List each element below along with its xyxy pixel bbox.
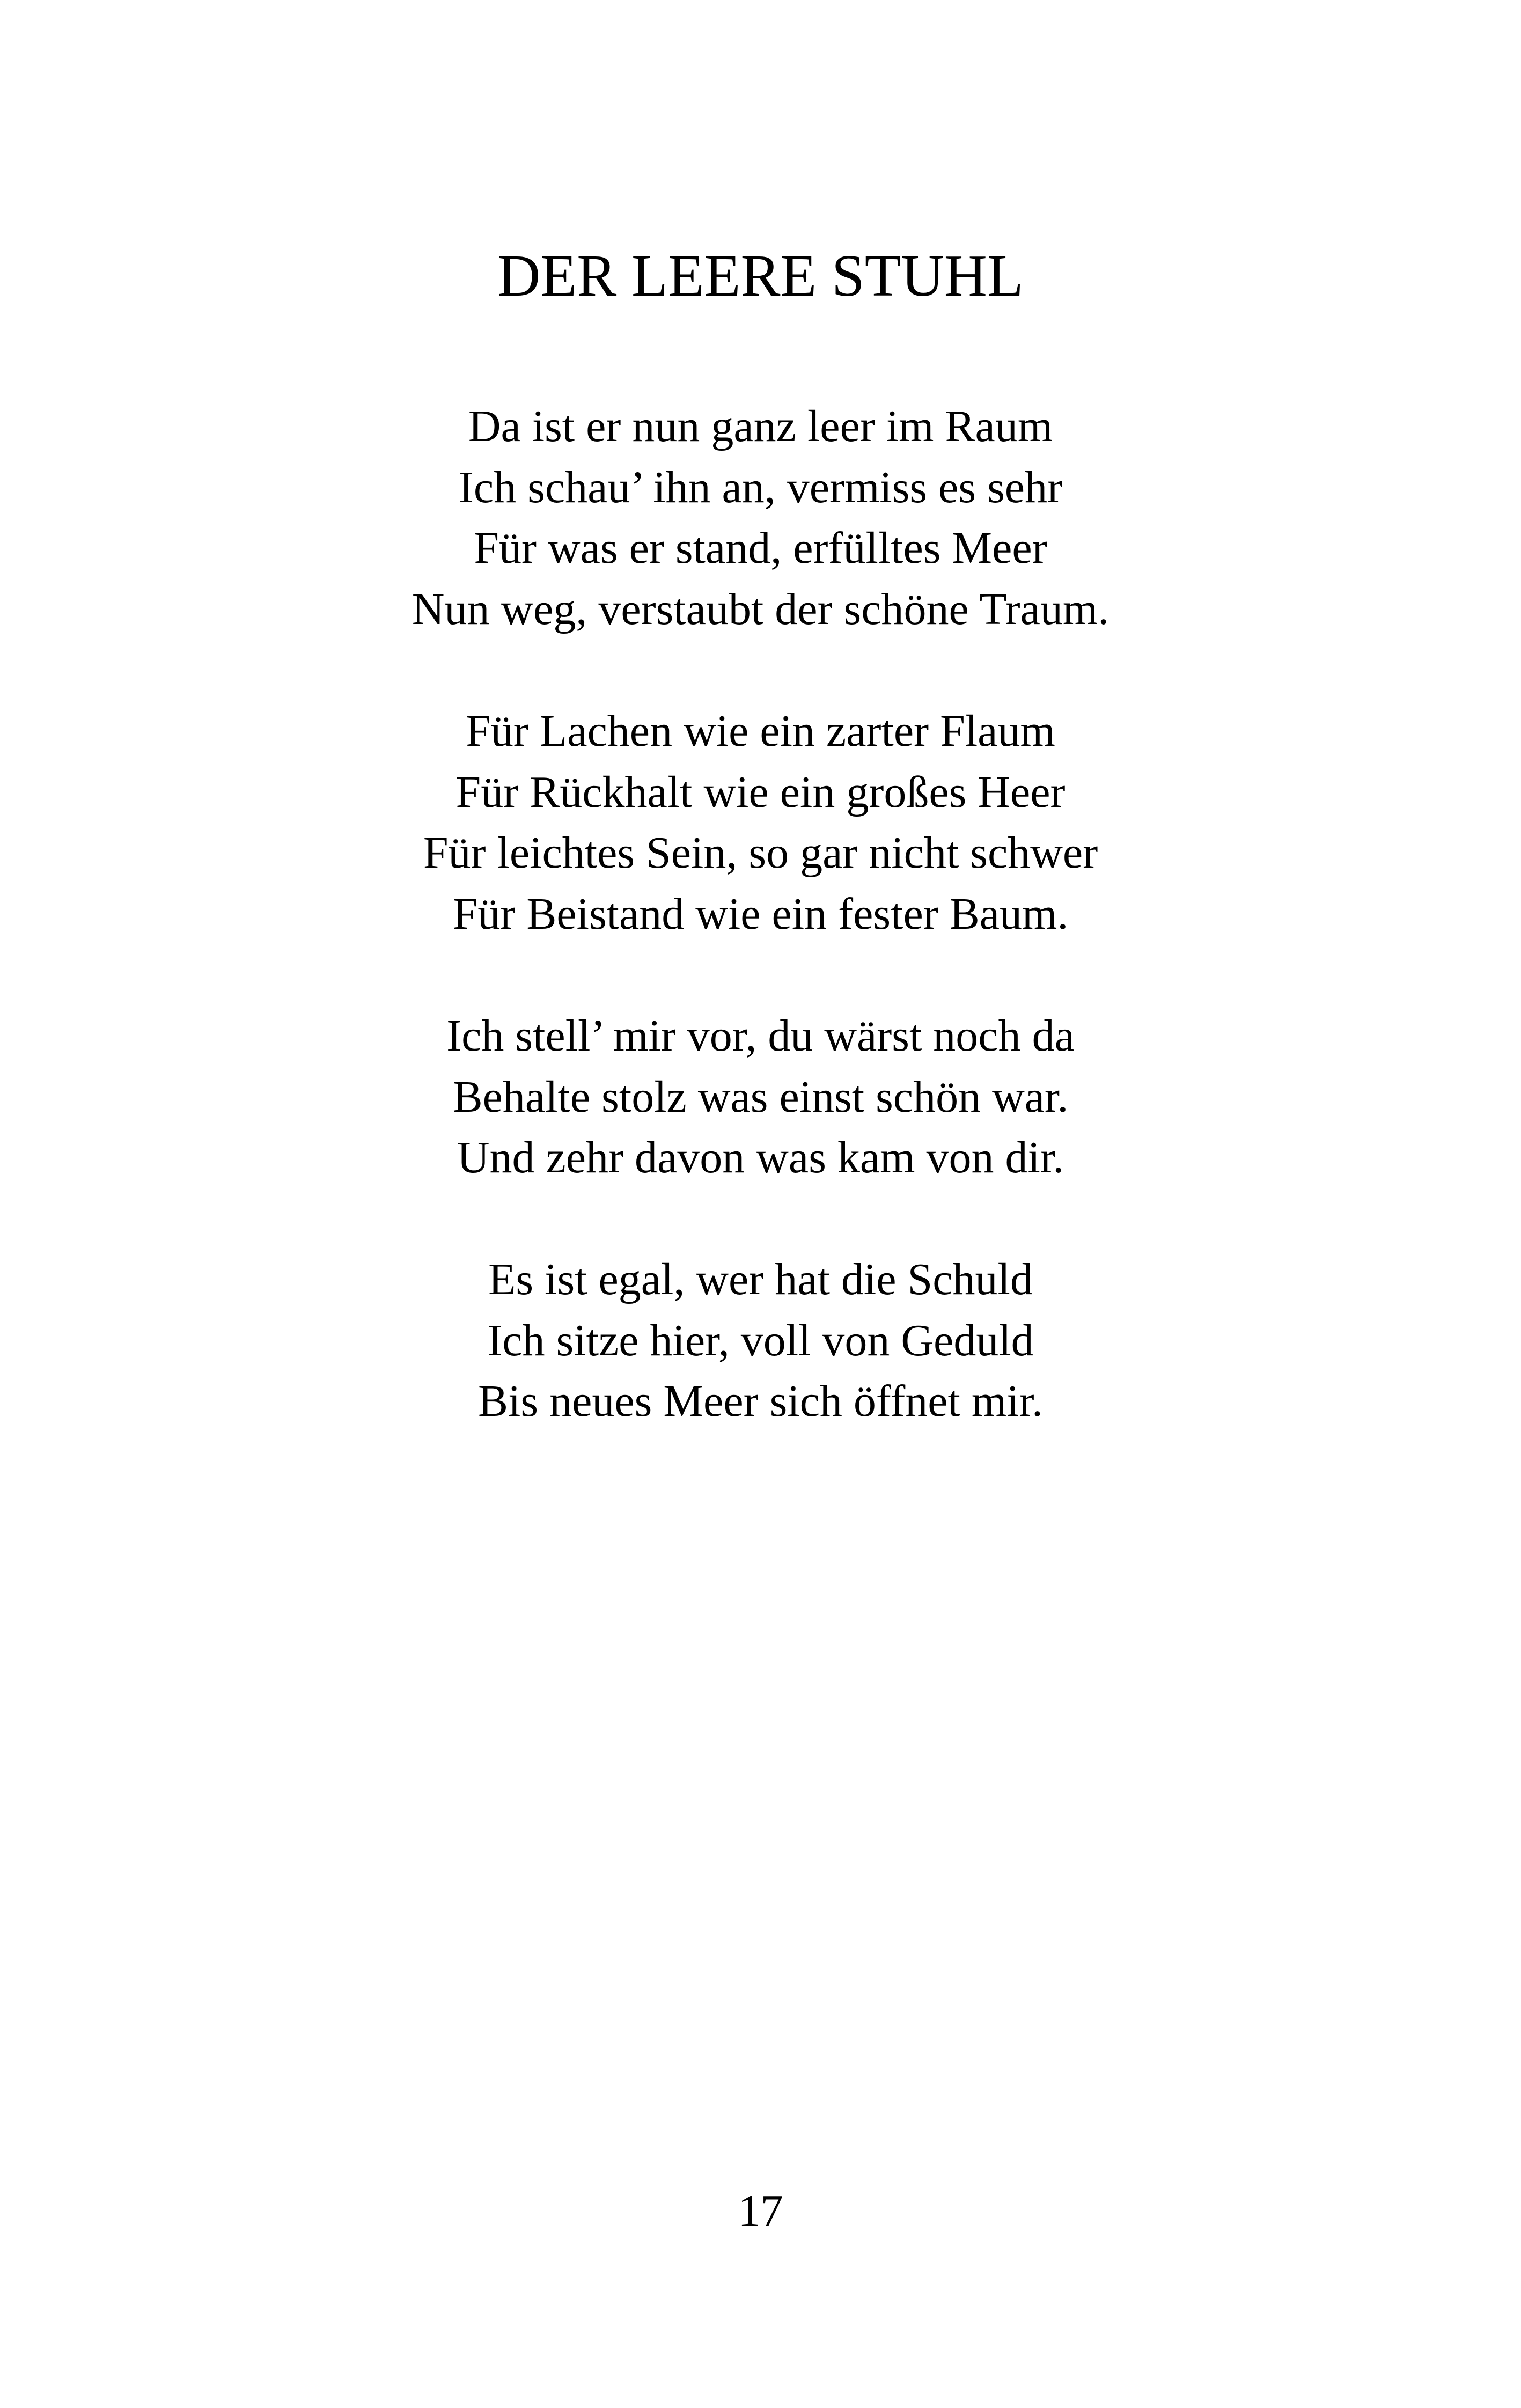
poem-line: Für Beistand wie ein fester Baum. <box>452 889 1069 939</box>
poem-line: Für leichtes Sein, so gar nicht schwer <box>423 828 1098 878</box>
poem-line: Für Rückhalt wie ein großes Heer <box>455 767 1066 817</box>
poem-line: Ich schau’ ihn an, vermiss es sehr <box>458 462 1063 512</box>
poem-line: Ich sitze hier, voll von Geduld <box>487 1315 1034 1365</box>
stanza-1 <box>0 396 1521 640</box>
poem-line: Da ist er nun ganz leer im Raum <box>468 401 1053 451</box>
poem-line: Für was er stand, erfülltes Meer <box>474 523 1047 573</box>
poem-line: Behalte stolz was einst schön war. <box>452 1071 1069 1122</box>
poem-title: DER LEERE STUHL <box>497 243 1024 309</box>
stanza-2 <box>0 701 1521 944</box>
poem-line: Und zehr davon was kam von dir. <box>457 1133 1064 1183</box>
stanza-4 <box>0 1249 1521 1432</box>
poem-line: Für Lachen wie ein zarter Flaum <box>466 706 1055 756</box>
poem-line: Nun weg, verstaubt der schöne Traum. <box>412 584 1109 634</box>
page-number: 17 <box>738 2186 783 2236</box>
poem-line: Es ist egal, wer hat die Schuld <box>488 1254 1033 1304</box>
poem-line: Ich stell’ mir vor, du wärst noch da <box>446 1011 1075 1061</box>
stanza-3 <box>0 1005 1521 1188</box>
poem-line: Bis neues Meer sich öffnet mir. <box>478 1376 1043 1426</box>
